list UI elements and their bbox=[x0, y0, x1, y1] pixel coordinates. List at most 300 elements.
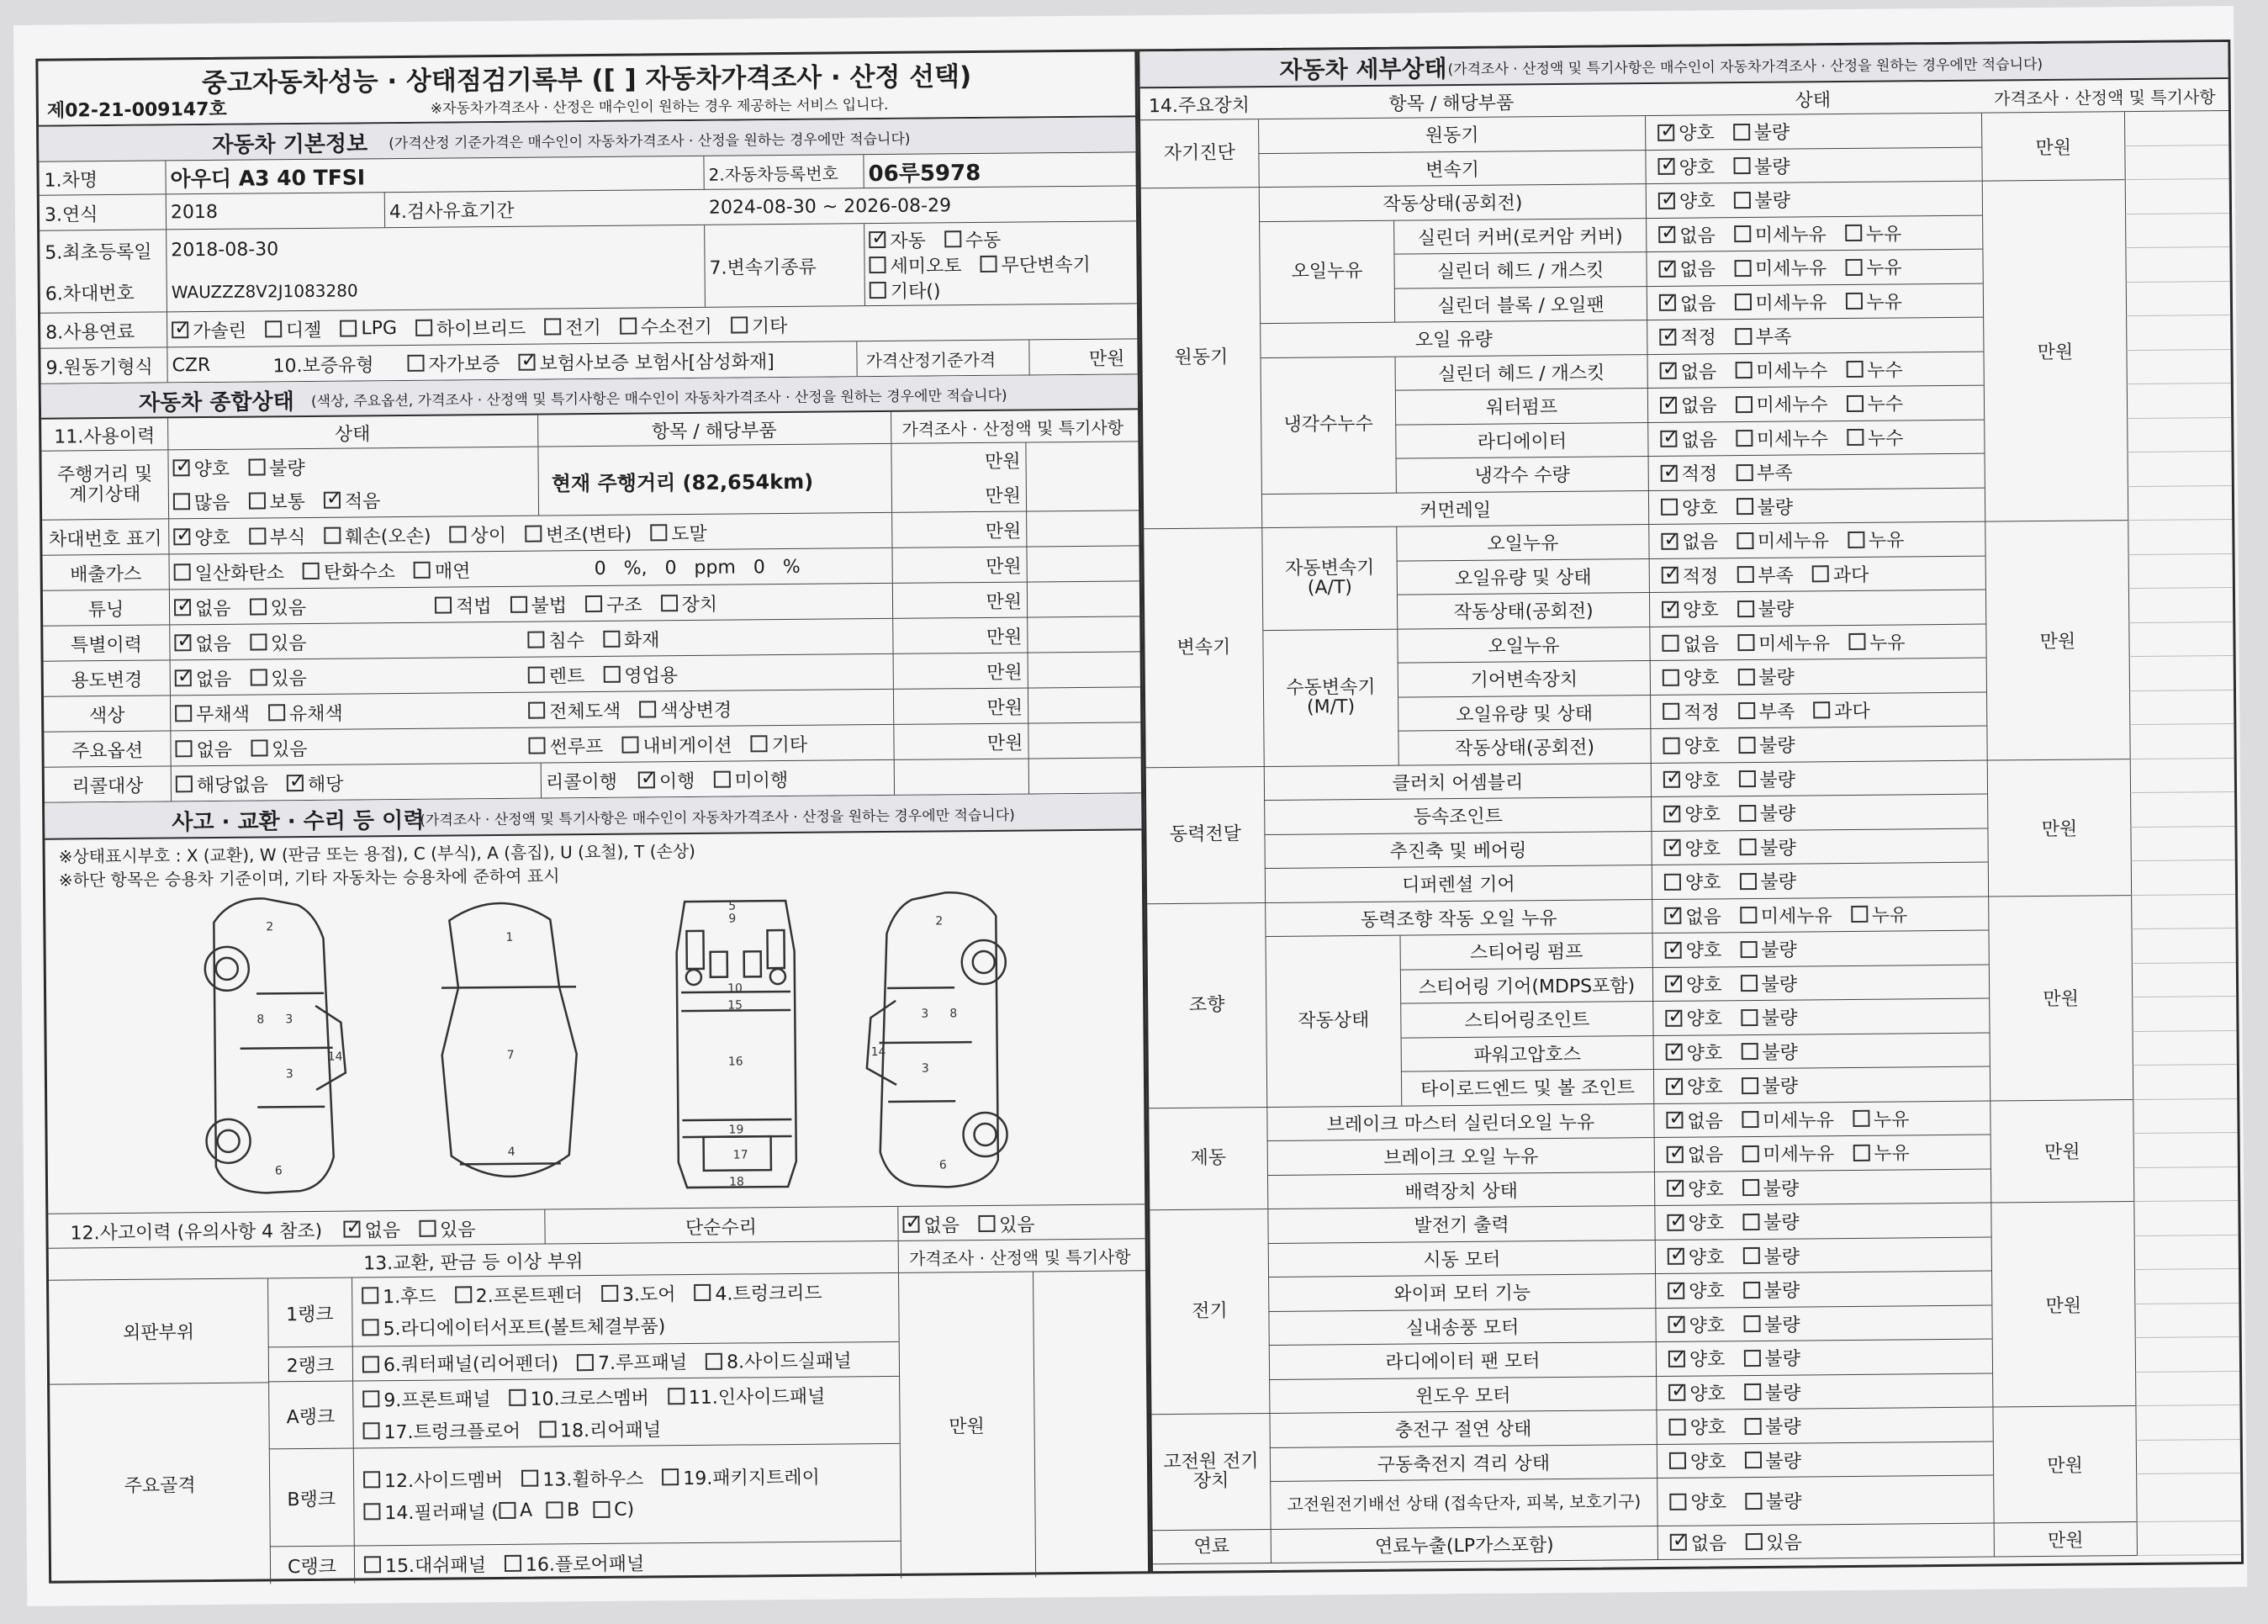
state-checkbox[interactable] bbox=[1846, 395, 1863, 412]
base-price-unit: 만원 bbox=[1088, 347, 1125, 370]
detail-item: 스티어링 기어(MDPS포함) bbox=[1400, 968, 1652, 1004]
checkbox-vin-damage[interactable] bbox=[324, 527, 341, 544]
checkbox-vin-altered[interactable] bbox=[525, 526, 542, 542]
checkbox-hood[interactable] bbox=[362, 1287, 378, 1304]
checkbox-recall-not-done[interactable] bbox=[713, 771, 730, 788]
opt-exists: 있음 bbox=[270, 632, 307, 654]
state-checkbox[interactable] bbox=[1738, 702, 1755, 719]
part-front-panel: 9.프론트패널 bbox=[383, 1389, 491, 1411]
checkbox-usage-exists[interactable] bbox=[250, 669, 267, 685]
label-car-name: 1.차명 bbox=[44, 169, 98, 192]
state-checkbox[interactable] bbox=[1744, 1383, 1761, 1400]
detail-state bbox=[1655, 1305, 1991, 1342]
checkbox-other-trans[interactable] bbox=[870, 282, 886, 299]
svg-text:6: 6 bbox=[274, 1164, 283, 1178]
state-label: 양호 bbox=[1690, 1492, 1727, 1515]
state-label: 양호 bbox=[1689, 1383, 1726, 1405]
checkbox-self-warranty[interactable] bbox=[407, 355, 424, 372]
state-checkbox[interactable] bbox=[1735, 328, 1752, 345]
opt-lpg: LPG bbox=[361, 317, 398, 339]
detail-major-device: 제동 bbox=[1149, 1108, 1267, 1211]
checkbox-navigation[interactable] bbox=[621, 737, 638, 754]
checkbox-front-panel[interactable] bbox=[362, 1390, 379, 1407]
detail-subgroup: 수동변속기 (M/T) bbox=[1262, 629, 1398, 766]
state-checkbox[interactable] bbox=[1736, 464, 1753, 481]
checkbox-auto[interactable] bbox=[869, 231, 886, 248]
checkbox-mileage-few[interactable] bbox=[324, 492, 341, 509]
legend-codes: ※상태표시부호 : X (교환), W (판금 또는 용접), C (부식), A (흠집), U (요철), T (손상) bbox=[58, 840, 695, 867]
checkbox-semi[interactable] bbox=[869, 257, 886, 273]
checkbox-co[interactable] bbox=[174, 563, 191, 580]
state-label: 양호 bbox=[1684, 872, 1721, 894]
part-cross-member: 10.크로스멤버 bbox=[530, 1387, 649, 1410]
checkbox-diesel[interactable] bbox=[265, 320, 282, 337]
checkbox-front-fender[interactable] bbox=[455, 1286, 472, 1303]
svg-text:3: 3 bbox=[285, 1067, 293, 1082]
state-checkbox[interactable] bbox=[1846, 361, 1863, 378]
detail-item: 와이퍼 모터 기능 bbox=[1268, 1274, 1655, 1312]
detail-state bbox=[1651, 828, 1987, 865]
state-checkbox[interactable] bbox=[1669, 1418, 1686, 1435]
state-checkbox[interactable] bbox=[1743, 1282, 1760, 1299]
checkbox-chromatic[interactable] bbox=[268, 704, 285, 721]
opt-other-trans: 기타() bbox=[890, 280, 941, 303]
state-checkbox[interactable] bbox=[1667, 1180, 1684, 1197]
state-checkbox[interactable] bbox=[1853, 1145, 1869, 1161]
state-checkbox[interactable] bbox=[1745, 1493, 1762, 1510]
checkbox-roof-panel[interactable] bbox=[577, 1354, 594, 1371]
checkbox-usage-none[interactable] bbox=[175, 669, 192, 686]
price-note-cell bbox=[2131, 928, 2235, 964]
checkbox-rent[interactable] bbox=[528, 667, 545, 684]
state-checkbox[interactable] bbox=[1739, 838, 1756, 855]
detail-state bbox=[1652, 931, 1988, 968]
state-checkbox[interactable] bbox=[1813, 701, 1830, 718]
state-label: 양호 bbox=[1686, 1076, 1723, 1098]
detail-state bbox=[1650, 692, 1986, 729]
state-checkbox[interactable] bbox=[1663, 771, 1680, 788]
state-checkbox[interactable] bbox=[1851, 906, 1868, 923]
state-checkbox[interactable] bbox=[1657, 158, 1674, 175]
state-checkbox[interactable] bbox=[1668, 1282, 1684, 1299]
checkbox-inside-panel[interactable] bbox=[668, 1388, 685, 1404]
price-note-cell bbox=[2134, 1235, 2239, 1270]
checkbox-trunk-floor[interactable] bbox=[363, 1422, 380, 1439]
checkbox-hydrogen[interactable] bbox=[620, 318, 637, 335]
state-label: 적정 bbox=[1681, 463, 1718, 485]
checkbox-mileage-many[interactable] bbox=[173, 493, 190, 510]
detail-item: 고전원전기배선 상태 (접속단자, 피복, 보호기구) bbox=[1270, 1479, 1657, 1530]
checkbox-rear-panel[interactable] bbox=[539, 1420, 556, 1437]
basic-info-note: (가격산정 기준가격은 매수인이 자동차가격조사 · 산정을 원하는 경우에만 적습니다) bbox=[389, 130, 911, 152]
state-checkbox[interactable] bbox=[1845, 259, 1862, 276]
checkbox-options-other[interactable] bbox=[750, 735, 767, 752]
state-label: 미세누수 bbox=[1756, 360, 1828, 383]
detail-item: 작동상태(공회전) bbox=[1397, 593, 1649, 629]
checkbox-mileage-normal[interactable] bbox=[248, 492, 265, 509]
svg-text:8: 8 bbox=[256, 1013, 265, 1027]
checkbox-pillar-c[interactable] bbox=[593, 1501, 610, 1518]
opt-legal: 적법 bbox=[455, 595, 492, 617]
state-checkbox[interactable] bbox=[1735, 362, 1752, 378]
state-checkbox[interactable] bbox=[1742, 1214, 1759, 1230]
state-label: 불량 bbox=[1758, 735, 1795, 758]
checkbox-vin-good[interactable] bbox=[173, 528, 190, 545]
checkbox-full-paint[interactable] bbox=[528, 702, 545, 719]
detail-major-device: 원동기 bbox=[1141, 188, 1262, 529]
state-checkbox[interactable] bbox=[1663, 669, 1679, 685]
detail-item: 윈도우 모터 bbox=[1269, 1377, 1656, 1415]
detail-state bbox=[1657, 1441, 1993, 1479]
checkbox-options-none[interactable] bbox=[175, 740, 192, 757]
checkbox-fuel-other[interactable] bbox=[731, 316, 748, 333]
checkbox-side-member[interactable] bbox=[363, 1471, 380, 1488]
state-checkbox[interactable] bbox=[1664, 839, 1681, 856]
opt-good: 양호 bbox=[193, 458, 230, 480]
price-note-cell bbox=[2135, 1337, 2239, 1373]
price-note-cell bbox=[2126, 282, 2230, 317]
opt-exists: 있음 bbox=[271, 738, 308, 760]
state-checkbox[interactable] bbox=[1734, 225, 1751, 242]
state-checkbox[interactable] bbox=[1661, 465, 1678, 482]
part-trunk-floor: 17.트렁크플로어 bbox=[383, 1420, 521, 1443]
state-checkbox[interactable] bbox=[1733, 192, 1750, 209]
detail-item: 오일유량 및 상태 bbox=[1397, 559, 1649, 595]
opt-none: 없음 bbox=[195, 633, 232, 655]
state-label: 불량 bbox=[1761, 939, 1797, 962]
state-checkbox[interactable] bbox=[1657, 124, 1674, 141]
checkbox-gasoline[interactable] bbox=[172, 321, 188, 338]
state-checkbox[interactable] bbox=[1745, 1533, 1762, 1550]
svg-text:1: 1 bbox=[505, 930, 514, 944]
price-note-cell bbox=[2128, 588, 2233, 623]
detail-item: 충전구 절연 상태 bbox=[1269, 1410, 1656, 1448]
state-checkbox[interactable] bbox=[1659, 329, 1676, 346]
year: 2018 bbox=[170, 201, 219, 223]
state-checkbox[interactable] bbox=[1736, 430, 1753, 447]
state-checkbox[interactable] bbox=[1742, 1077, 1758, 1094]
price-note-cell bbox=[2127, 384, 2231, 419]
state-checkbox[interactable] bbox=[1739, 805, 1756, 822]
checkbox-trunk-lid[interactable] bbox=[694, 1284, 711, 1301]
parts-price-unit: 만원 bbox=[949, 1415, 985, 1438]
price-note-cell bbox=[2125, 179, 2229, 214]
state-checkbox[interactable] bbox=[1741, 1043, 1758, 1060]
detail-subgroup: 자동변속기 (A/T) bbox=[1261, 527, 1397, 631]
checkbox-radiator-support[interactable] bbox=[362, 1319, 378, 1336]
checkbox-options-exists[interactable] bbox=[251, 739, 267, 756]
checkbox-repair-none[interactable] bbox=[902, 1216, 919, 1233]
col-usage-history: 11.사용이력 bbox=[54, 426, 156, 448]
state-checkbox[interactable] bbox=[1661, 499, 1678, 516]
state-checkbox[interactable] bbox=[1743, 1350, 1760, 1367]
state-checkbox[interactable] bbox=[1663, 703, 1679, 720]
checkbox-special-none[interactable] bbox=[174, 634, 191, 651]
opt-color-change: 색상변경 bbox=[660, 700, 732, 722]
checkbox-color-change[interactable] bbox=[639, 701, 656, 717]
detail-item: 오일누유 bbox=[1396, 525, 1648, 561]
checkbox-recall-applies[interactable] bbox=[287, 775, 304, 791]
checkbox-pillar-panel[interactable] bbox=[363, 1503, 380, 1520]
state-checkbox[interactable] bbox=[1738, 737, 1755, 754]
checkbox-cross-member[interactable] bbox=[509, 1389, 526, 1406]
checkbox-fire[interactable] bbox=[603, 631, 620, 648]
checkbox-package-tray[interactable] bbox=[662, 1468, 679, 1485]
state-label: 양호 bbox=[1685, 975, 1722, 997]
service-note: ※자동차가격조사 · 산정은 매수인이 원하는 경우 제공하는 서비스 입니다. bbox=[430, 96, 889, 118]
checkbox-flood[interactable] bbox=[527, 632, 544, 648]
state-label: 양호 bbox=[1679, 191, 1716, 213]
detail-state bbox=[1647, 352, 1983, 389]
detail-subgroup: 작동상태 bbox=[1266, 936, 1402, 1108]
checkbox-business[interactable] bbox=[603, 666, 620, 683]
checkbox-repair-exists[interactable] bbox=[978, 1215, 995, 1232]
state-checkbox[interactable] bbox=[1845, 225, 1862, 241]
state-checkbox[interactable] bbox=[1848, 633, 1865, 650]
opt-co: 일산화탄소 bbox=[194, 562, 285, 585]
state-checkbox[interactable] bbox=[1669, 1494, 1686, 1510]
state-checkbox[interactable] bbox=[1668, 1384, 1685, 1401]
state-checkbox[interactable] bbox=[1665, 941, 1682, 958]
state-checkbox[interactable] bbox=[1733, 124, 1750, 140]
detail-subgroup: 오일누유 bbox=[1259, 220, 1394, 324]
svg-text:2: 2 bbox=[266, 920, 274, 934]
car-diagram bbox=[45, 881, 1150, 1209]
state-checkbox[interactable] bbox=[1737, 669, 1754, 685]
checkbox-accident-none[interactable] bbox=[343, 1220, 360, 1237]
state-label: 불량 bbox=[1759, 770, 1796, 791]
state-checkbox[interactable] bbox=[1742, 1145, 1758, 1162]
checkbox-accident-exists[interactable] bbox=[419, 1220, 436, 1237]
checkbox-vin-differ[interactable] bbox=[449, 526, 466, 542]
checkbox-smoke[interactable] bbox=[414, 562, 431, 579]
price-note-cell bbox=[2133, 1201, 2238, 1236]
checkbox-dash-panel[interactable] bbox=[364, 1556, 381, 1573]
checkbox-sunroof[interactable] bbox=[528, 738, 545, 754]
price-note-cell bbox=[2124, 111, 2228, 146]
opt-full-paint: 전체도색 bbox=[549, 701, 621, 722]
detail-state bbox=[1649, 624, 1985, 661]
detail-item: 냉각수 수량 bbox=[1396, 457, 1648, 493]
car-name: 아우디 A3 40 TFSI bbox=[170, 165, 366, 192]
label-warranty: 10.보증유형 bbox=[272, 354, 374, 377]
checkbox-tuning-legal[interactable] bbox=[435, 596, 452, 613]
state-label: 불량 bbox=[1765, 1451, 1802, 1473]
checkbox-tuning-structure[interactable] bbox=[585, 595, 602, 612]
detail-major-device: 조향 bbox=[1147, 903, 1266, 1108]
state-label: 불량 bbox=[1762, 1042, 1798, 1064]
opt-exists: 있음 bbox=[998, 1214, 1035, 1236]
state-checkbox[interactable] bbox=[1733, 157, 1750, 174]
price-note-cell bbox=[2133, 1133, 2238, 1168]
checkbox-insurer-warranty[interactable] bbox=[518, 354, 535, 371]
detail-state bbox=[1653, 1067, 1990, 1104]
checkbox-pillar-a[interactable] bbox=[499, 1502, 515, 1519]
state-checkbox[interactable] bbox=[1740, 975, 1757, 992]
detail-state bbox=[1647, 420, 1984, 457]
state-label: 누수 bbox=[1867, 428, 1904, 450]
checkbox-wheel-house[interactable] bbox=[521, 1470, 538, 1487]
state-checkbox[interactable] bbox=[1742, 1247, 1759, 1264]
label-vin: 6.차대번호 bbox=[45, 283, 135, 305]
state-checkbox[interactable] bbox=[1667, 1145, 1684, 1162]
detail-item: 작동상태(공회전) bbox=[1398, 729, 1650, 765]
state-checkbox[interactable] bbox=[1740, 941, 1757, 958]
state-checkbox[interactable] bbox=[1845, 293, 1862, 309]
svg-text:4: 4 bbox=[507, 1145, 515, 1159]
basic-info-title: 자동차 기본정보 bbox=[212, 130, 368, 158]
state-checkbox[interactable] bbox=[1662, 600, 1679, 617]
state-checkbox[interactable] bbox=[1667, 1214, 1684, 1230]
checkbox-special-exists[interactable] bbox=[250, 633, 267, 650]
state-checkbox[interactable] bbox=[1666, 1112, 1683, 1129]
state-checkbox[interactable] bbox=[1660, 362, 1677, 379]
state-label: 불량 bbox=[1758, 599, 1795, 622]
checkbox-door[interactable] bbox=[601, 1285, 618, 1302]
checkbox-recall-na[interactable] bbox=[176, 775, 193, 792]
state-checkbox[interactable] bbox=[1663, 805, 1680, 822]
checkbox-lpg[interactable] bbox=[340, 320, 357, 336]
svg-text:7: 7 bbox=[506, 1048, 515, 1062]
state-checkbox[interactable] bbox=[1660, 431, 1677, 447]
checkbox-side-sill[interactable] bbox=[706, 1352, 722, 1369]
detail-state bbox=[1652, 965, 1989, 1002]
state-label: 누유 bbox=[1866, 292, 1903, 314]
opt-hydrogen: 수소전기 bbox=[640, 316, 712, 339]
checkbox-hybrid[interactable] bbox=[415, 320, 432, 336]
price-note-cell bbox=[2135, 1371, 2239, 1406]
price-note-cell bbox=[2126, 315, 2230, 351]
state-checkbox[interactable] bbox=[1734, 294, 1751, 310]
state-checkbox[interactable] bbox=[1743, 1315, 1760, 1332]
detail-state bbox=[1653, 1033, 1990, 1070]
state-checkbox[interactable] bbox=[1662, 567, 1679, 584]
price-unit: 만원 bbox=[985, 521, 1022, 542]
state-checkbox[interactable] bbox=[1738, 770, 1755, 787]
state-checkbox[interactable] bbox=[1662, 635, 1679, 652]
label-first-reg: 5.최초등록일 bbox=[45, 241, 152, 264]
state-checkbox[interactable] bbox=[1666, 1044, 1683, 1061]
state-checkbox[interactable] bbox=[1737, 532, 1753, 549]
state-checkbox[interactable] bbox=[1737, 498, 1753, 515]
state-checkbox[interactable] bbox=[1744, 1418, 1761, 1435]
state-label: 부족 bbox=[1758, 701, 1795, 723]
checkbox-pillar-b[interactable] bbox=[546, 1501, 563, 1518]
checkbox-tuning-device[interactable] bbox=[660, 595, 677, 611]
svg-text:18: 18 bbox=[728, 1175, 744, 1189]
state-label: 불량 bbox=[1760, 838, 1796, 860]
state-checkbox[interactable] bbox=[1735, 396, 1752, 413]
state-checkbox[interactable] bbox=[1737, 634, 1754, 651]
state-label: 불량 bbox=[1753, 156, 1790, 178]
state-checkbox[interactable] bbox=[1737, 600, 1754, 617]
state-checkbox[interactable] bbox=[1744, 1452, 1761, 1468]
state-checkbox[interactable] bbox=[1663, 737, 1679, 754]
checkbox-cvt[interactable] bbox=[980, 256, 997, 272]
detail-state bbox=[1655, 1272, 1991, 1309]
checkbox-quarter-panel[interactable] bbox=[362, 1356, 379, 1373]
state-checkbox[interactable] bbox=[1668, 1316, 1684, 1333]
state-checkbox[interactable] bbox=[1734, 260, 1751, 277]
checkbox-tuning-none[interactable] bbox=[174, 599, 191, 616]
state-checkbox[interactable] bbox=[1812, 565, 1829, 582]
state-checkbox[interactable] bbox=[1658, 193, 1675, 209]
state-checkbox[interactable] bbox=[1742, 1179, 1759, 1196]
state-label: 과다 bbox=[1832, 564, 1869, 586]
checkbox-floor-panel[interactable] bbox=[505, 1555, 521, 1572]
state-checkbox[interactable] bbox=[1737, 566, 1753, 583]
checkbox-hc[interactable] bbox=[303, 563, 320, 579]
price-note-cell bbox=[2128, 553, 2233, 589]
state-checkbox[interactable] bbox=[1666, 1077, 1683, 1094]
detail-item: 오일누유 bbox=[1397, 627, 1649, 664]
state-checkbox[interactable] bbox=[1741, 1009, 1758, 1026]
state-label: 부족 bbox=[1758, 565, 1794, 587]
checkbox-meter-good[interactable] bbox=[173, 459, 190, 476]
state-checkbox[interactable] bbox=[1847, 429, 1864, 446]
state-label: 불량 bbox=[1763, 1315, 1800, 1336]
car-top-view bbox=[441, 902, 578, 1177]
checkbox-electric[interactable] bbox=[544, 318, 561, 335]
svg-text:5: 5 bbox=[728, 899, 737, 913]
state-label: 누유 bbox=[1865, 224, 1902, 246]
part-wheel-house: 13.휠하우스 bbox=[542, 1468, 644, 1491]
state-checkbox[interactable] bbox=[1740, 907, 1757, 923]
state-checkbox[interactable] bbox=[1665, 976, 1682, 992]
state-checkbox[interactable] bbox=[1664, 873, 1681, 890]
svg-text:16: 16 bbox=[727, 1055, 743, 1069]
state-checkbox[interactable] bbox=[1664, 907, 1681, 924]
detail-item: 작동상태(공회전) bbox=[1259, 184, 1646, 222]
state-checkbox[interactable] bbox=[1659, 261, 1676, 278]
state-checkbox[interactable] bbox=[1668, 1248, 1684, 1265]
opt-business: 영업용 bbox=[624, 664, 679, 687]
part-pillar-c: C) bbox=[614, 1499, 635, 1521]
state-checkbox[interactable] bbox=[1670, 1534, 1687, 1551]
detail-major-device: 자기진단 bbox=[1140, 119, 1259, 188]
state-label: 불량 bbox=[1759, 803, 1796, 826]
checkbox-vin-corrosion[interactable] bbox=[249, 527, 266, 544]
part-side-sill: 8.사이드실패널 bbox=[726, 1351, 852, 1373]
state-checkbox[interactable] bbox=[1658, 226, 1675, 243]
part-pillar-a: A bbox=[519, 1500, 533, 1521]
price-note-cell bbox=[2125, 214, 2229, 249]
state-checkbox[interactable] bbox=[1742, 1111, 1758, 1128]
checkbox-vin-smear[interactable] bbox=[650, 524, 667, 541]
state-label: 미세누유 bbox=[1757, 531, 1830, 553]
checkbox-tuning-exists[interactable] bbox=[249, 598, 266, 615]
detail-item: 배력장치 상태 bbox=[1267, 1172, 1654, 1210]
opt-none: 없음 bbox=[195, 669, 232, 690]
checkbox-achromatic[interactable] bbox=[175, 705, 192, 722]
state-checkbox[interactable] bbox=[1659, 294, 1676, 311]
state-label: 불량 bbox=[1765, 1491, 1802, 1514]
checkbox-recall-done[interactable] bbox=[638, 771, 655, 788]
state-checkbox[interactable] bbox=[1665, 1009, 1682, 1026]
state-label: 양호 bbox=[1684, 838, 1721, 860]
checkbox-tuning-illegal[interactable] bbox=[510, 596, 526, 613]
checkbox-manual[interactable] bbox=[944, 230, 961, 247]
state-checkbox[interactable] bbox=[1661, 533, 1678, 550]
state-checkbox[interactable] bbox=[1669, 1452, 1686, 1469]
validity: 2024-08-30 ~ 2026-08-29 bbox=[708, 194, 952, 219]
state-checkbox[interactable] bbox=[1853, 1110, 1869, 1127]
state-checkbox[interactable] bbox=[1739, 873, 1756, 890]
state-checkbox[interactable] bbox=[1668, 1350, 1685, 1367]
state-checkbox[interactable] bbox=[1848, 532, 1864, 548]
checkbox-meter-bad[interactable] bbox=[248, 458, 265, 475]
state-checkbox[interactable] bbox=[1660, 397, 1677, 414]
